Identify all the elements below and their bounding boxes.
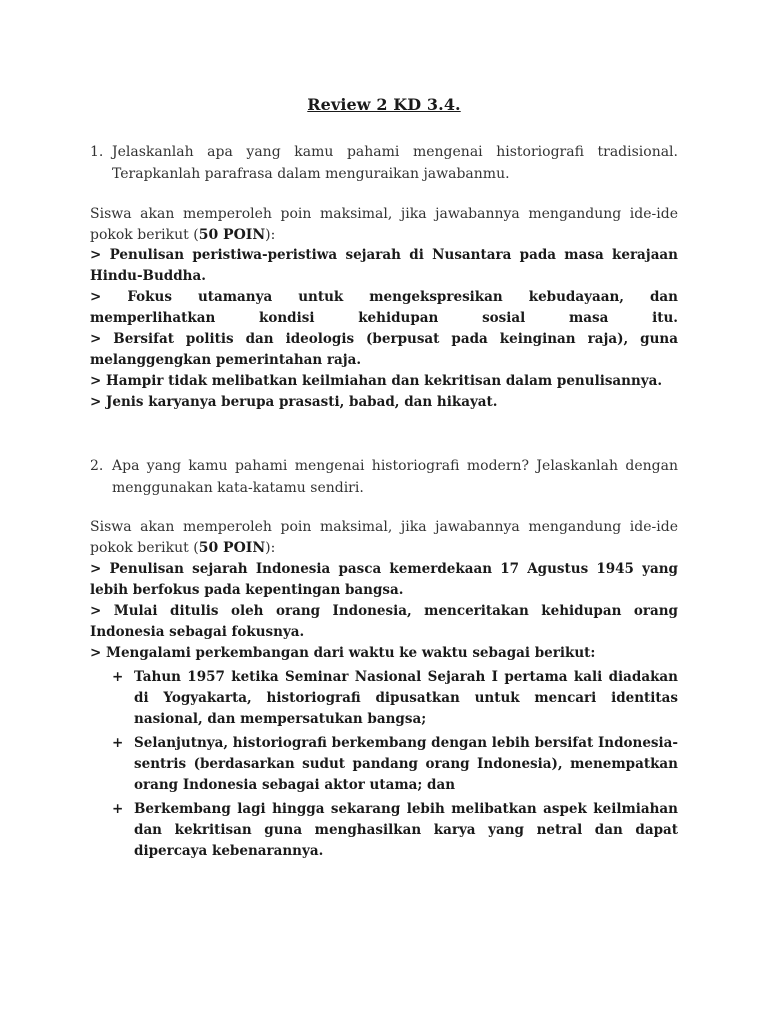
sub-point-text: Tahun 1957 ketika Seminar Nasional Sejarah I pertama kali diadakan di Yogyakarta, historiografi dipusatkan untuk mencari identitas nasional, dan mempersatukan bangsa; [134,669,678,727]
answer-point: > Penulisan sejarah Indonesia pasca kemerdekaan 17 Agustus 1945 yang lebih berfokus pada kepentingan bangsa. [90,561,678,598]
question-text: Jelaskanlah apa yang kamu pahami mengenai historiografi tradisional. Terapkanlah parafrasa dalam menguraikan jawabanmu. [112,144,678,182]
question-number: 2. [90,458,104,474]
scoring-intro-1 [90,204,678,246]
sub-point [90,733,678,796]
answer-point: > Fokus utamanya untuk mengekspresikan kebudayaan, dan memperlihatkan kondisi kehidupan sosial masa itu. [90,289,678,326]
answer-point: > Hampir tidak melibatkan keilmiahan dan kekritisan dalam penulisannya. [90,373,663,389]
answer-point: > Mengalami perkembangan dari waktu ke waktu sebagai berikut: [90,645,596,661]
document-title: Review 2 KD 3.4. [307,95,461,114]
sub-point-text: Selanjutnya, historiografi berkembang dengan lebih bersifat Indonesia-sentris (berdasarkan sudut pandang orang Indonesia), menempatkan orang Indonesia sebagai aktor utama; dan [134,735,678,793]
intro-text: Siswa akan memperoleh poin maksimal, jika jawabannya mengandung ide-ide pokok berikut ( [90,519,678,556]
sub-point-text: Berkembang lagi hingga sekarang lebih melibatkan aspek keilmiahan dan kekritisan guna menghasilkan karya yang netral dan dapat dipercaya kebenarannya. [134,801,678,859]
question-number: 1. [90,144,104,160]
points-label: 50 POIN [198,540,266,556]
sub-point [90,799,678,862]
question-text: Apa yang kamu pahami mengenai historiografi modern? Jelaskanlah dengan menggunakan kata-katamu sendiri. [112,458,678,496]
answer-point: > Penulisan peristiwa-peristiwa sejarah di Nusantara pada masa kerajaan Hindu-Buddha. [90,247,678,284]
answer-point: > Bersifat politis dan ideologis (berpusat pada keinginan raja), guna melanggengkan pemerintahan raja. [90,331,678,368]
question-1 [90,141,678,185]
plus-bullet-icon: + [112,735,124,751]
intro-text: Siswa akan memperoleh poin maksimal, jika jawabannya mengandung ide-ide pokok berikut ( [90,206,678,243]
points-label: 50 POIN [198,227,266,243]
answer-point: > Mulai ditulis oleh orang Indonesia, menceritakan kehidupan orang Indonesia sebagai fokusnya. [90,603,678,640]
intro-text-end: ): [265,540,276,556]
sub-point [90,667,678,730]
answer-point: > Jenis karyanya berupa prasasti, babad, dan hikayat. [90,394,498,410]
answer-list-1 [90,245,678,413]
plus-bullet-icon: + [112,801,124,817]
intro-text-end: ): [265,227,276,243]
answer-list-2 [90,559,678,862]
plus-bullet-icon: + [112,669,124,685]
scoring-intro-2 [90,517,678,559]
question-2 [90,455,678,499]
